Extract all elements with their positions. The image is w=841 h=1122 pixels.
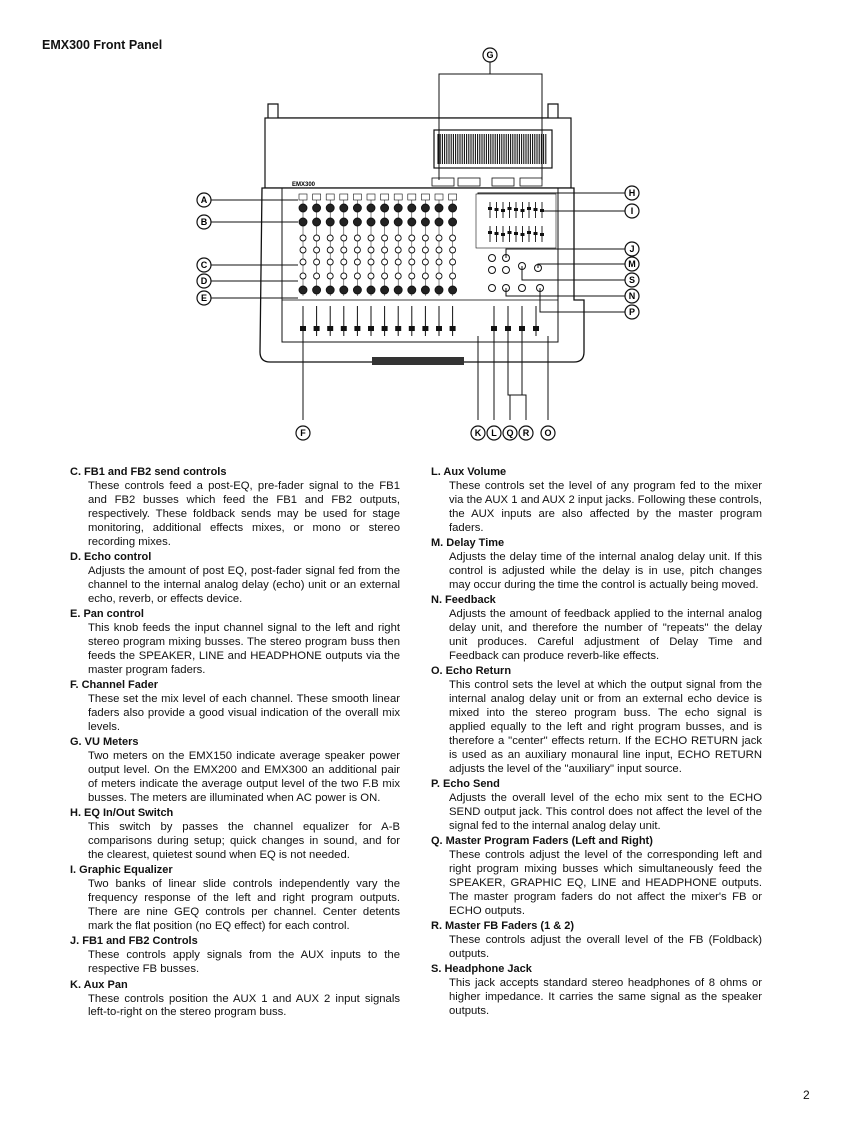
geq-knob bbox=[508, 207, 512, 210]
callout-letter: A bbox=[200, 195, 208, 205]
section bbox=[70, 935, 400, 977]
front-panel-diagram bbox=[0, 40, 841, 450]
section bbox=[70, 608, 400, 678]
geq-knob bbox=[527, 231, 531, 234]
geq-knob bbox=[508, 231, 512, 234]
fader-cap bbox=[436, 326, 442, 331]
section-body: These controls set the level of any program fed to the mixer via the AUX 1 and AUX 2 input jacks. Following these controls, the AUX inputs are also affected by the master program faders. bbox=[449, 479, 762, 534]
callout-h bbox=[625, 186, 639, 200]
callout-k bbox=[471, 426, 485, 440]
callout-n bbox=[625, 289, 639, 303]
section bbox=[431, 466, 762, 536]
channel-knob bbox=[449, 218, 457, 226]
section-heading: K. Aux Pan bbox=[70, 978, 128, 991]
master-knob bbox=[489, 267, 496, 274]
eq-switch bbox=[421, 194, 429, 200]
eq-switch bbox=[435, 194, 443, 200]
section-heading: M. Delay Time bbox=[431, 537, 505, 550]
callout-r bbox=[519, 426, 533, 440]
channel-knob bbox=[340, 204, 348, 212]
master-fader-cap bbox=[491, 326, 497, 331]
channel-knob bbox=[299, 218, 307, 226]
callout-letter: C bbox=[200, 260, 208, 270]
section-heading: R. Master FB Faders (1 & 2) bbox=[431, 920, 575, 932]
section bbox=[70, 979, 400, 1021]
eq-switch bbox=[340, 194, 348, 200]
channel-knob bbox=[367, 204, 375, 212]
callout-letter: Q bbox=[506, 428, 514, 438]
vu-meter bbox=[520, 178, 542, 186]
channel-knob bbox=[422, 235, 428, 241]
section-body: Adjusts the delay time of the internal analog delay unit. If this control is adjusted while the delay is in use, pitch changes may occur during the time the control is actually being moved. bbox=[449, 550, 762, 591]
callout-letter: L bbox=[491, 428, 497, 438]
channel-knob bbox=[367, 286, 375, 294]
section bbox=[431, 835, 762, 918]
channel-knob bbox=[436, 235, 442, 241]
channel-knob bbox=[368, 273, 374, 279]
section-heading: E. Pan control bbox=[70, 608, 144, 621]
channel-knob bbox=[409, 235, 415, 241]
callout-letter: H bbox=[628, 188, 636, 198]
page-title: EMX300 Front Panel bbox=[42, 38, 163, 52]
callout-letter: R bbox=[522, 428, 530, 438]
callout-letter: P bbox=[628, 307, 636, 317]
geq-knob bbox=[495, 232, 499, 235]
channel-knob bbox=[327, 273, 333, 279]
section bbox=[70, 679, 400, 735]
channel-knob bbox=[409, 247, 415, 253]
channel-knob bbox=[381, 286, 389, 294]
master-knob bbox=[519, 285, 526, 292]
channel-knob bbox=[341, 259, 347, 265]
channel-knob bbox=[314, 259, 320, 265]
channel-knob bbox=[381, 218, 389, 226]
channel-knob bbox=[436, 259, 442, 265]
section-heading: P. Echo Send bbox=[431, 777, 500, 790]
geq-knob bbox=[521, 233, 525, 236]
section-heading: J. FB1 and FB2 Controls bbox=[70, 935, 198, 948]
channel-knob bbox=[421, 204, 429, 212]
section bbox=[70, 736, 400, 806]
console-base bbox=[372, 357, 464, 365]
channel-knob bbox=[450, 247, 456, 253]
channel-knob bbox=[409, 259, 415, 265]
callout-letter: J bbox=[629, 244, 635, 254]
channel-knob bbox=[354, 247, 360, 253]
channel-knob bbox=[408, 218, 416, 226]
channel-knob bbox=[382, 259, 388, 265]
channel-knob bbox=[327, 259, 333, 265]
eq-switch bbox=[381, 194, 389, 200]
callout-letter: I bbox=[630, 206, 634, 216]
vu-meter bbox=[458, 178, 480, 186]
channel-knob bbox=[341, 247, 347, 253]
channel-knob bbox=[435, 204, 443, 212]
left-column bbox=[70, 466, 400, 1022]
channel-knob bbox=[421, 286, 429, 294]
callout-b bbox=[197, 215, 211, 229]
channel-knob bbox=[327, 235, 333, 241]
channel-knob bbox=[450, 273, 456, 279]
geq-knob bbox=[488, 231, 492, 234]
channel-knob bbox=[435, 218, 443, 226]
master-fader-cap bbox=[519, 326, 525, 331]
fader-cap bbox=[300, 326, 306, 331]
callout-i bbox=[625, 204, 639, 218]
geq-knob bbox=[540, 209, 544, 212]
fader-cap bbox=[382, 326, 388, 331]
channel-knob bbox=[395, 259, 401, 265]
fader-cap bbox=[354, 326, 360, 331]
vu-meter bbox=[432, 178, 454, 186]
geq-knob bbox=[501, 209, 505, 212]
section-body: Two meters on the EMX150 indicate average speaker power output level. On the EMX200 and EMX300 an additional pair of meters indicate the average output level of the two F.B mix busses. The meters are illuminated when AC power is ON. bbox=[88, 750, 400, 804]
callout-letter: D bbox=[200, 276, 208, 286]
geq-knob bbox=[527, 207, 531, 210]
channel-knob bbox=[313, 286, 321, 294]
fader-cap bbox=[422, 326, 428, 331]
geq-knob bbox=[534, 232, 538, 235]
section bbox=[431, 537, 762, 593]
channel-knob bbox=[353, 286, 361, 294]
fader-cap bbox=[395, 326, 401, 331]
vent-grille bbox=[434, 130, 552, 168]
fader-cap bbox=[327, 326, 333, 331]
channel-knob bbox=[408, 204, 416, 212]
section bbox=[70, 551, 400, 607]
section-heading: O. Echo Return bbox=[431, 665, 512, 678]
channel-knob bbox=[394, 204, 402, 212]
channel-knob bbox=[449, 286, 457, 294]
channel-knob bbox=[382, 235, 388, 241]
callout-j bbox=[625, 242, 639, 256]
section-heading: N. Feedback bbox=[431, 594, 496, 607]
channel-knob bbox=[421, 218, 429, 226]
channel-knob bbox=[436, 273, 442, 279]
channel-knob bbox=[327, 247, 333, 253]
channel-knob bbox=[395, 235, 401, 241]
channel-knob bbox=[382, 273, 388, 279]
section-body: These controls apply signals from the AUX inputs to the respective FB busses. bbox=[88, 949, 400, 976]
master-knob bbox=[489, 285, 496, 292]
section-body: Two banks of linear slide controls independently vary the frequency response of the left and right program outputs. There are nine GEQ controls per channel. Center detents mark the flat position (no EQ effect) for each control. bbox=[88, 878, 400, 932]
channel-knob bbox=[326, 218, 334, 226]
eq-switch bbox=[408, 194, 416, 200]
channel-knob bbox=[326, 286, 334, 294]
page-number: 2 bbox=[803, 1088, 810, 1102]
section-body: These set the mix level of each channel. These smooth linear faders also provide a good visual indication of the overall mix levels. bbox=[88, 693, 400, 733]
callout-letter: G bbox=[486, 50, 494, 60]
channel-knob bbox=[354, 259, 360, 265]
eq-switch bbox=[326, 194, 334, 200]
channel-knob bbox=[341, 235, 347, 241]
callout-f bbox=[296, 426, 310, 440]
callout-letter: K bbox=[474, 428, 482, 438]
callout-m bbox=[625, 257, 639, 271]
section bbox=[431, 920, 762, 962]
section-heading: H. EQ In/Out Switch bbox=[70, 807, 174, 820]
geq-knob bbox=[495, 208, 499, 211]
eq-switch bbox=[449, 194, 457, 200]
callout-s bbox=[625, 273, 639, 287]
channel-knob bbox=[422, 259, 428, 265]
callout-letter: N bbox=[628, 291, 636, 301]
section bbox=[70, 864, 400, 934]
channel-knob bbox=[341, 273, 347, 279]
callout-p bbox=[625, 305, 639, 319]
fader-cap bbox=[409, 326, 415, 331]
vu-meter bbox=[492, 178, 514, 186]
fader-cap bbox=[368, 326, 374, 331]
section-body: Adjusts the overall level of the echo mix sent to the ECHO SEND output jack. This control does not affect the level of the signal fed to the internal analog delay unit. bbox=[449, 791, 762, 832]
callout-letter: O bbox=[544, 428, 552, 438]
callout-letter: S bbox=[628, 275, 636, 285]
section-body: This jack accepts standard stereo headphones of 8 ohms or higher impedance. It carries the same signal as the speaker outputs. bbox=[449, 977, 762, 1017]
geq-knob bbox=[501, 233, 505, 236]
channel-knob bbox=[435, 286, 443, 294]
section-heading: S. Headphone Jack bbox=[431, 963, 532, 976]
channel-knob bbox=[395, 273, 401, 279]
channel-knob bbox=[353, 218, 361, 226]
section-heading: L. Aux Volume bbox=[431, 466, 507, 478]
section bbox=[431, 594, 762, 664]
channel-knob bbox=[314, 273, 320, 279]
section-heading: D. Echo control bbox=[70, 550, 152, 563]
eq-switch bbox=[353, 194, 361, 200]
section-body: This control sets the level at which the output signal from the internal analog delay unit or from an external echo device is mixed into the stereo program buss. The echo signal is applied equally to the left and right program busses, and is therefore a "center" effects return. If the ECHO RETURN jack is used as an auxiliary monaural line input, ECHO RETURN adjusts the level of the "auxiliary" input source. bbox=[449, 679, 762, 775]
section bbox=[431, 665, 762, 776]
section-body: These controls position the AUX 1 and AUX 2 input signals left-to-right on the stereo program buss. bbox=[88, 992, 400, 1019]
callout-letter: F bbox=[300, 428, 306, 438]
master-knob bbox=[503, 267, 510, 274]
eq-switch bbox=[367, 194, 375, 200]
channel-knob bbox=[408, 286, 416, 294]
channel-knob bbox=[368, 259, 374, 265]
master-fader-cap bbox=[533, 326, 539, 331]
geq-knob bbox=[540, 233, 544, 236]
channel-knob bbox=[299, 286, 307, 294]
channel-knob bbox=[450, 235, 456, 241]
callout-o bbox=[541, 426, 555, 440]
geq-knob bbox=[534, 208, 538, 211]
channel-knob bbox=[409, 273, 415, 279]
section-body: Adjusts the amount of post EQ, post-fader signal fed from the channel to the internal analog delay (echo) unit or an external echo, reverb, or effects device. bbox=[88, 564, 400, 605]
channel-knob bbox=[381, 204, 389, 212]
channel-knob bbox=[313, 204, 321, 212]
channel-knob bbox=[354, 273, 360, 279]
channel-knob bbox=[422, 273, 428, 279]
channel-knob bbox=[313, 218, 321, 226]
channel-knob bbox=[300, 273, 306, 279]
channel-knob bbox=[382, 247, 388, 253]
section-body: This switch by passes the channel equalizer for A-B comparisons during setup; quick changes in sound, and for the clearest, quietest sound when EQ is not needed. bbox=[88, 821, 400, 861]
fader-cap bbox=[450, 326, 456, 331]
channel-knob bbox=[300, 235, 306, 241]
callout-letter: E bbox=[200, 293, 208, 303]
section bbox=[431, 963, 762, 1019]
section-body: This knob feeds the input channel signal to the left and right stereo program mixing busses. The stereo program buss then feeds the SPEAKER, LINE and HEADPHONE outputs via the master program faders. bbox=[88, 621, 400, 676]
channel-knob bbox=[340, 286, 348, 294]
fader-cap bbox=[314, 326, 320, 331]
channel-knob bbox=[326, 204, 334, 212]
eq-switch bbox=[299, 194, 307, 200]
callout-c bbox=[197, 258, 211, 272]
callout-e bbox=[197, 291, 211, 305]
channel-knob bbox=[314, 247, 320, 253]
channel-knob bbox=[436, 247, 442, 253]
channel-knob bbox=[450, 259, 456, 265]
callout-q bbox=[503, 426, 517, 440]
callout-d bbox=[197, 274, 211, 288]
brand-label: EMX300 bbox=[292, 182, 316, 188]
channel-knob bbox=[449, 204, 457, 212]
section-body: Adjusts the amount of feedback applied to the internal analog delay unit, and therefore the number of "repeats" the delay unit produces. Careful adjustment of Delay Time and Feedback can produce reverb-like effects. bbox=[449, 608, 762, 662]
right-column bbox=[431, 466, 762, 1020]
callout-letter: B bbox=[200, 217, 208, 227]
section-heading: F. Channel Fader bbox=[70, 679, 159, 692]
geq-knob bbox=[488, 207, 492, 210]
channel-knob bbox=[300, 259, 306, 265]
callout-a bbox=[197, 193, 211, 207]
channel-knob bbox=[300, 247, 306, 253]
callout-g bbox=[483, 48, 497, 62]
callout-letter: M bbox=[628, 259, 636, 269]
channel-knob bbox=[394, 286, 402, 294]
master-fader-cap bbox=[505, 326, 511, 331]
geq-knob bbox=[521, 209, 525, 212]
master-knob bbox=[489, 255, 496, 262]
channel-knob bbox=[368, 247, 374, 253]
channel-knob bbox=[340, 218, 348, 226]
section bbox=[70, 466, 400, 549]
channel-knob bbox=[354, 235, 360, 241]
channel-knob bbox=[395, 247, 401, 253]
section-heading: Q. Master Program Faders (Left and Right) bbox=[431, 835, 653, 848]
section-body: These controls adjust the overall level of the FB (Foldback) outputs. bbox=[449, 933, 762, 960]
channel-knob bbox=[367, 218, 375, 226]
fader-cap bbox=[341, 326, 347, 331]
section-heading: I. Graphic Equalizer bbox=[70, 864, 173, 877]
callout-l bbox=[487, 426, 501, 440]
section-body: These controls feed a post-EQ, pre-fader signal to the FB1 and FB2 busses which feed the FB1 and FB2 outputs, respectively. These foldback sends may be used for stage monitoring, additional effects mixes, or mono or stereo recording mixes. bbox=[88, 479, 400, 548]
geq-knob bbox=[514, 232, 518, 235]
section-body: These controls adjust the level of the corresponding left and right program mixing busses which simultaneously feed the SPEAKER, GRAPHIC EQ, LINE and HEADPHONE outputs. The master program faders do not affect the mixer's FB or ECHO outputs. bbox=[449, 848, 762, 917]
eq-switch bbox=[394, 194, 402, 200]
section bbox=[431, 778, 762, 834]
section-heading: C. FB1 and FB2 send controls bbox=[70, 466, 227, 478]
geq-knob bbox=[514, 208, 518, 211]
channel-knob bbox=[394, 218, 402, 226]
eq-switch bbox=[313, 194, 321, 200]
section-heading: G. VU Meters bbox=[70, 736, 139, 749]
channel-knob bbox=[422, 247, 428, 253]
channel-knob bbox=[368, 235, 374, 241]
channel-knob bbox=[314, 235, 320, 241]
channel-knob bbox=[353, 204, 361, 212]
section bbox=[70, 807, 400, 863]
channel-knob bbox=[299, 204, 307, 212]
